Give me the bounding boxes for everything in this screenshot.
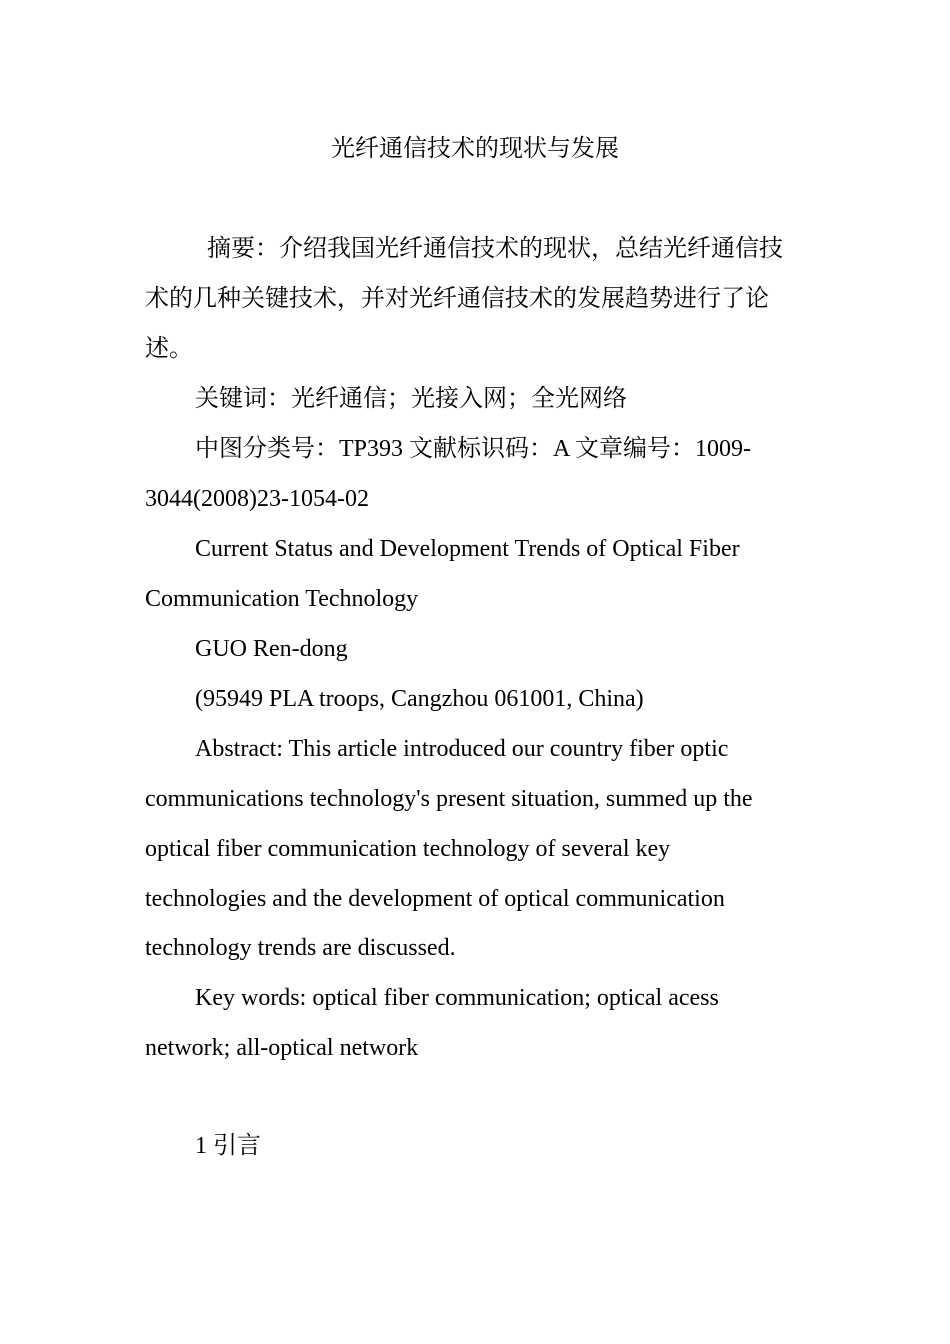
english-title-line-2: Communication Technology [145, 586, 419, 612]
abstract-en-line-4: technologies and the development of optical communication [145, 886, 725, 912]
abstract-cn-line-3: 述。 [145, 336, 193, 362]
keywords-cn: 关键词：光纤通信；光接入网；全光网络 [195, 386, 627, 412]
abstract-en-line-1: Abstract: This article introduced our country fiber optic [195, 736, 729, 762]
abstract-cn-line-2: 术的几种关键技术，并对光纤通信技术的发展趋势进行了论 [145, 286, 769, 312]
keywords-en-line-2: network; all-optical network [145, 1035, 419, 1061]
section-heading: 1 引言 [195, 1133, 261, 1159]
classification-line-2: 3044(2008)23-1054-02 [145, 486, 369, 512]
author-affiliation: (95949 PLA troops, Cangzhou 061001, China) [195, 686, 644, 712]
abstract-en-line-5: technology trends are discussed. [145, 935, 456, 961]
classification-line-1: 中图分类号：TP393 文献标识码：A 文章编号：1009- [195, 436, 752, 462]
english-title-line-1: Current Status and Development Trends of Optical Fiber [195, 536, 740, 562]
abstract-cn-line-1: 摘要：介绍我国光纤通信技术的现状，总结光纤通信技 [207, 236, 783, 262]
page-title: 光纤通信技术的现状与发展 [331, 136, 619, 162]
abstract-en-line-2: communications technology's present situation, summed up the [145, 786, 753, 812]
keywords-en-line-1: Key words: optical fiber communication; optical acess [195, 985, 719, 1011]
author-name: GUO Ren-dong [195, 636, 348, 662]
abstract-en-line-3: optical fiber communication technology of several key [145, 836, 671, 862]
